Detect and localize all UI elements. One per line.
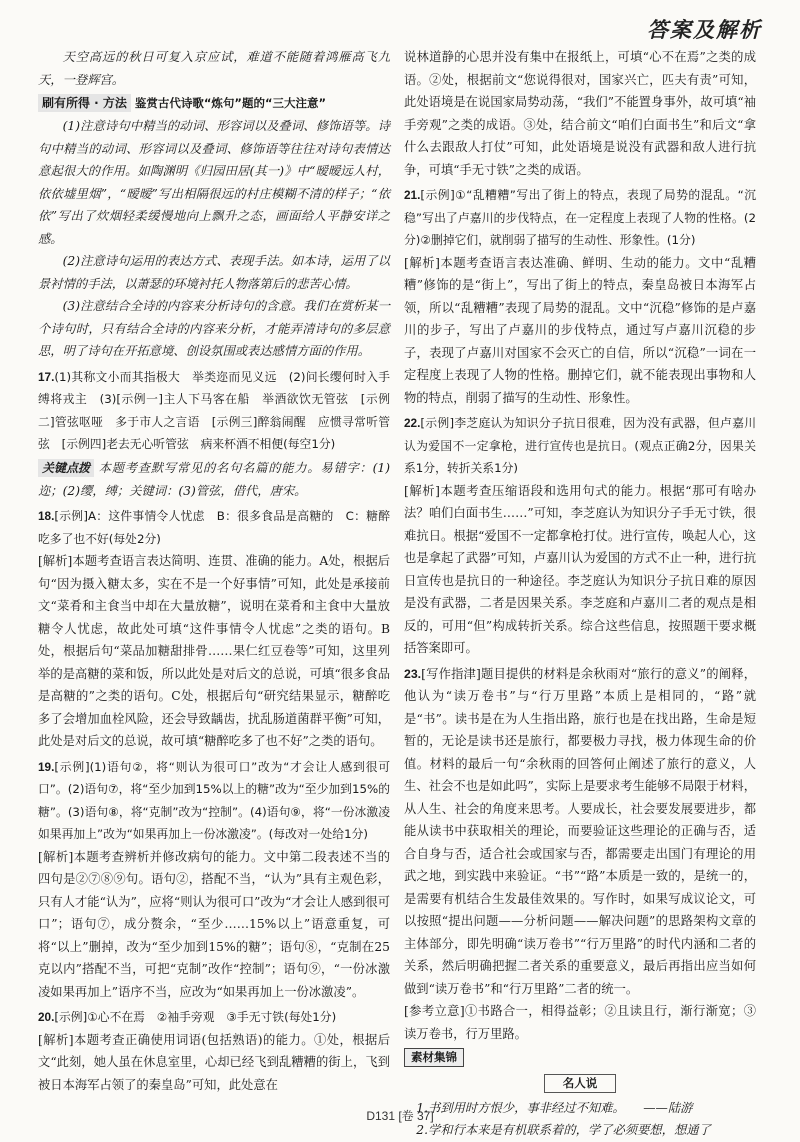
right-column [404, 46, 756, 1142]
question-18: 18.[示例]A：这件事情令人忧虑 B：很多食品是高糖的 C：糖醉吃多了也不好(每处2分) [38, 509, 390, 546]
question-17: 17.(1)其称文小而其指极大 举类迩而见义远 (2)问长缨何时入手 缚将戎主 (3)[示例一]主人下马客在船 举酒欲饮无管弦 [示例二]管弦呕哑 多于市人之言语 [示例三]醉翁闹醒 应惯寻常听管弦 [示例四]老去无心听管弦 病来杯酒不相便(每空1分) [38, 369, 402, 451]
page-header-title: 答案及解析 [647, 18, 762, 42]
question-20: 20.[示例]①心不在焉 ②袖手旁观 ③手无寸铁(每处1分) [38, 1010, 337, 1024]
tip-title: 鉴赏古代诗歌“炼句”题的“三大注意” [134, 96, 327, 110]
question-21: 21.[示例]①“乱糟糟”写出了街上的特点，表现了局势的混乱。“沉稳”写出了卢嘉川的步伐特点，在一定程度上表现了人物的性格。(2分)②删掉它们，就削弱了描写的生动性、形象性。(1分) [404, 188, 756, 247]
key-tag: 关键点拨 [38, 459, 94, 477]
tip-item-2: (2)注意诗句运用的表达方式、表现手法。如本诗，运用了以景衬情的手法，以萧瑟的环境衬托人物落第后的悲苦心情。 [38, 254, 390, 291]
question-18-analysis: [解析]本题考查语言表达简明、连贯、准确的能力。A处，根据后句“因为摄入糖太多，实在不是一个好事情”可知，此处是承接前文“菜肴和主食当中却在大量放糖”，说明在菜肴和主食中大量放糖令人忧虑，故此处可填“这件事情令人忧虑”之类的语句。B处，根据后句“菜品加糖甜排骨……果仁红豆卷等”可知，这里列举的是高糖的菜和饭，所以此处是对后文的总说，可填“很多食品是高糖的”之类的语句。C处，根据后句“研究结果显示，糖醉吃多了会增加血栓风险，还会导致龋齿，扰乱肠道菌群平衡”可知，此处是对后文的总说，故可填“糖醉吃多了也不好”之类的语句。 [38, 554, 390, 748]
question-19: 19.[示例](1)语句②，将“则认为很可口”改为“才会让人感到很可口”。(2)语句⑦，将“至少加到15%以上的糖”改为“至少加到15%的糖”。(3)语句⑧，将“克制”改为“控制”。(4)语句⑨，将“一份冰激凌如果再加上”改为“如果再加上一份冰激凌”。(每改对一处给1分) [38, 759, 390, 841]
question-20-analysis: [解析]本题考查正确使用词语(包括熟语)的能力。①处，根据后文“此刻，她人虽在休息室里，心却已经飞到乱糟糟的街上，飞到被日本海军占领了的秦皇岛”可知，此处意在 [38, 1032, 390, 1092]
tip-tag: 刷有所得 · 方法 [38, 94, 131, 112]
question-20-analysis-cont: 说林道静的心思并没有集中在报纸上，可填“心不在焉”之类的成语。②处，根据前文“您说得很对，国家兴亡，匹夫有责”可知，此处语境是在说国家局势动荡，“我们”不能置身事外，故可填“袖手旁观”之类的成语。③处，结合前文“咱们白面书生”和后文“拿什么去跟敌人打仗”可知，此处语境是说没有武器和敌人进行抗争，可填“手无寸铁”之类的成语。 [404, 50, 756, 177]
question-22-analysis: [解析]本题考查压缩语段和选用句式的能力。根据“那可有啥办法？咱们白面书生……”可知，李芝庭认为知识分子手无寸铁，很难抗日。根据“爱国不一定都拿枪打仗。进行宣传，唤起人心，这也是拿起了武器”可知，卢嘉川认为爱国的方式不止一种，进行抗日宣传也是抗日的一种途径。李芝庭认为知识分子抗日难的原因是没有武器，二者是因果关系。李芝庭和卢嘉川二者的观点是相反的，可用“但”构成转折关系。综合这些信息，按照题干要求概括答案即可。 [404, 483, 756, 655]
tip-heading [38, 91, 390, 115]
tip-item-1: (1)注意诗句中精当的动词、形容词以及叠词、修饰语等。诗句中精当的动词、形容词以及叠词、修饰语等往往对诗句表情达意起很大的作用。如陶渊明《归园田居(其一)》中“暧暧远人村，依依墟里烟”，“暧暧”写出相隔很远的村庄模糊不清的样子；“依依”写出了炊烟轻柔缓慢地向上飘升之态，画面给人平静安详之感。 [38, 119, 390, 246]
question-19-analysis: [解析]本题考查辨析并修改病句的能力。文中第二段表述不当的四句是②⑦⑧⑨句。语句②，搭配不当，“认为”具有主观色彩，只有人才能“认为”，应将“则认为很可口”改为“才会让人感到很可口”；语句⑦，成分赘余，“至少……15%以上”语意重复，可将“以上”删掉，改为“至少加到15%的糖”；语句⑧，“克制在25克以内”搭配不当，可把“克制”改作“控制”；语句⑨，“一份冰激凌如果再加上”语序不当，应改为“如果再加上一份冰激凌”。 [38, 849, 390, 999]
quote-1: 1.书到用时方恨少，事非经过不知难。 ——陆游 [416, 1100, 693, 1115]
famous-quotes-heading: 名人说 [404, 1072, 756, 1095]
left-column [38, 46, 402, 1096]
material-tag: 素材集锦 [404, 1048, 464, 1067]
key-point: 关键点拨 本题考查默写常见的名句名篇的能力。易错字：(1)迩；(2)缨，缚；关键词：(3)管弦，借代，唐宋。 [38, 460, 390, 498]
question-22: 22.[示例]李芝庭认为知识分子抗日很难，因为没有武器，但卢嘉川认为爱国不一定拿枪，进行宣传也是抗日。(观点正确2分，因果关系1分，转折关系1分) [404, 416, 756, 475]
tip-item-3: (3)注意结合全诗的内容来分析诗句的含意。我们在赏析某一个诗句时，只有结合全诗的内容来分析，才能弄清诗句的多层意思，明了诗句在开拓意境、创设氛围或表达感情方面的作用。 [38, 299, 390, 358]
page-footer: D131 [卷 37] [366, 1109, 434, 1123]
reference-theme: [参考立意]①书路合一，相得益彰；②且读且行，渐行渐宽；③读万卷书，行万里路。 [404, 1004, 756, 1041]
quote-2: 2.学和行本来是有机联系着的，学了必须要想，想通了 [416, 1123, 711, 1137]
intro-text: 天空高远的秋日可复入京应试，难道不能随着鸿雁高飞九天，一登辉宫。 [38, 50, 390, 87]
question-23: 23.[写作指津]题目提供的材料是余秋雨对“旅行的意义”的阐释，他认为“读万卷书”与“行万里路”本质上是相同的，“路”就是“书”。读书是在为人生指出路，旅行也是在找出路，生命是短暂的，无论是读书还是旅行，都要极力寻找，极力体现生命的价值。材料的最后一句“余秋雨的回答何止阐述了旅行的意义，人生、社会不也是如此吗”，实际上是要求考生能够不局限于材料，从人生、社会的角度来思考。人要成长，社会要发展要进步，都能从读书中获取相关的理论，而要验证这些理论的正确与否，适合自身与否，适合社会或国家与否，都需要走出国门有理论的用武之地，到实践中来验证。“书”“路”本质是一致的，是统一的，是需要有机结合生发最佳效果的。写作时，如果写成议论文，可以按照“提出问题——分析问题——解决问题”的思路架构文章的主体部分，即先明确“读万卷书”“行万里路”的时代内涵和二者的关系，然后明确把握二者关系的重要意义，最后再指出应当如何做到“读万卷书”和“行万里路”二者的统一。 [404, 666, 756, 996]
question-21-analysis: [解析]本题考查语言表达准确、鲜明、生动的能力。文中“乱糟糟”修饰的是“街上”，写出了街上的特点，秦皇岛被日本海军占领，所以“乱糟糟”表现了局势的混乱。文中“沉稳”修饰的是卢嘉川的步子，写出了卢嘉川的步伐特点，通过写卢嘉川沉稳的步子，表现了卢嘉川对国家不会灭亡的自信，所以“沉稳”一词在一定程度上表现了人物的性格。删掉它们，就不能表现出事物和人物的特点，削弱了描写的生动性、形象性。 [404, 255, 756, 405]
